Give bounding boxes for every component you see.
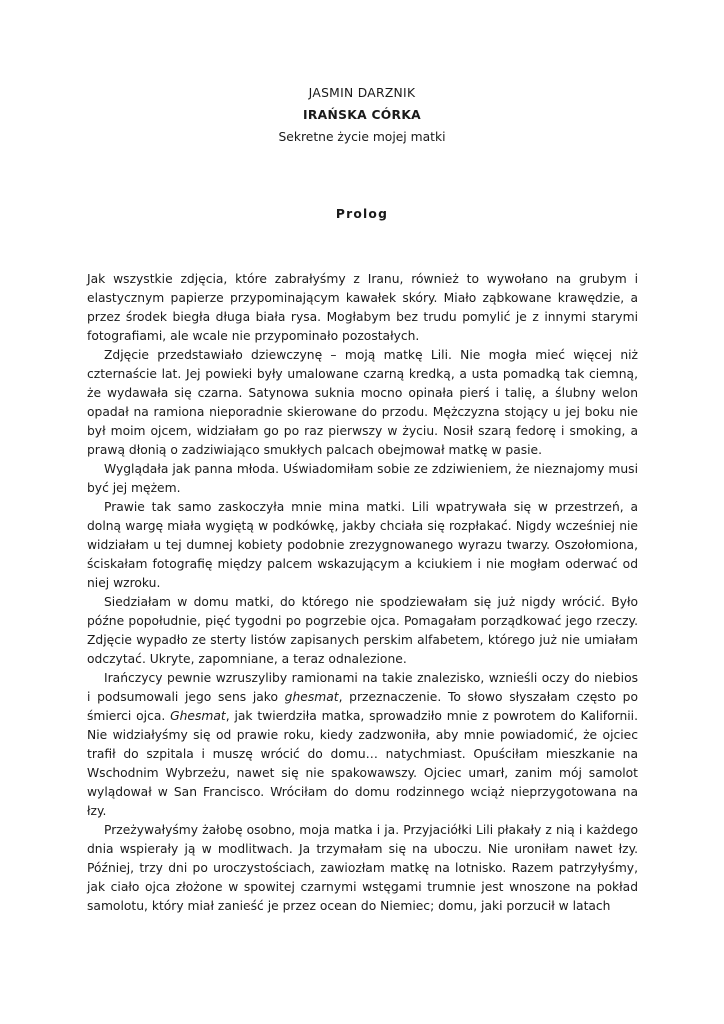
paragraph-text: Prawie tak samo zaskoczyła mnie mina matki. Lili wpatrywała się w przestrzeń, a dolną wargę miała wygiętą w podkówkę, jakby chciała się rozpłakać. Nigdy wcześniej nie widziałam u tej dumnej kobiety podobnie zrezygnowanego wyrazu twarzy. Oszołomiona, ściskałam fotografię między palcem wskazującym a kciukiem i nie mogłam oderwać od niej wzroku. <box>87 500 638 590</box>
paragraph <box>87 821 638 916</box>
paragraph-text: Irańczycy pewnie wzruszyliby ramionami na takie znalezisko, wznieśli oczy do niebios i podsumowali jego sens jako <box>87 671 638 704</box>
paragraph <box>87 593 638 669</box>
paragraph-text: Jak wszystkie zdjęcia, które zabrałyśmy z Iranu, również to wywołano na grubym i elastycznym papierze przypominającym kawałek skóry. Miało ząbkowane krawędzie, a przez środek biegła długa biała rysa. Mogłabym bez trudu pomylić je z innymi starymi fotografiami, ale wcale nie przypominało pozostałych. <box>87 272 638 343</box>
paragraph <box>87 270 638 346</box>
paragraph <box>87 460 638 498</box>
italic-term: ghesmat <box>284 690 339 704</box>
book-subtitle: Sekretne życie mojej matki <box>278 130 446 144</box>
paragraph-text: Siedziałam w domu matki, do którego nie spodziewałam się już nigdy wrócić. Było późne popołudnie, pięć tygodni po pogrzebie ojca. Pomagałam porządkować jego rzeczy. Zdjęcie wypadło ze sterty listów zapisanych perskim alfabetem, którego już nie umiałam odczytać. Ukryte, zapomniane, a teraz odnalezione. <box>87 595 638 666</box>
book-title: IRAŃSKA CÓRKA <box>303 108 421 122</box>
section-title: Prolog <box>335 207 389 221</box>
author-name: JASMIN DARZNIK <box>308 86 416 100</box>
paragraph-text: , jak twierdziła matka, sprowadziło mnie z powrotem do Kalifornii. Nie widziałyśmy się od prawie roku, kiedy zadzwoniła, aby mnie powiadomić, że ojciec trafił do szpitala i muszę wrócić do domu… natychmiast. Opuściłam mieszkanie na Wschodnim Wybrzeżu, nawet się nie spakowawszy. Ojciec umarł, zanim mój samolot wylądował w San Francisco. Wróciłam do domu rodzinnego wciąż nieprzygotowana na łzy. <box>87 709 638 818</box>
paragraph <box>87 669 638 821</box>
paragraph-text: Zdjęcie przedstawiało dziewczynę – moją matkę Lili. Nie mogła mieć więcej niż czternaście lat. Jej powieki były umalowane czarną kredką, a usta pomadką tak ciemną, że wydawała się czarna. Satynowa suknia mocno opinała pierś i talię, a ślubny welon opadał na ramiona nieporadnie skierowane do przodu. Mężczyzna stojący u jej boku nie był moim ojcem, widziałam go po raz pierwszy w życiu. Nosił szarą fedorę i smoking, a prawą dłonią o zadziwiająco smukłych palcach obejmował matkę w pasie. <box>87 348 638 457</box>
paragraph-text: , przeznaczenie. To słowo słyszałam często po śmierci ojca. <box>87 690 639 723</box>
paragraph-text: Przeżywałyśmy żałobę osobno, moja matka i ja. Przyjaciółki Lili płakały z nią i każdego dnia wspierały ją w modlitwach. Ja trzymałam się na uboczu. Nie uroniłam nawet łzy. Później, trzy dni po uroczystościach, zawiozłam matkę na lotnisko. Razem patrzyłyśmy, jak ciało ojca złożone w spowitej czarnymi wstęgami trumnie jest wnoszone na pokład samolotu, który miał zanieść je przez ocean do Niemiec; domu, jaki porzucił w latach <box>87 823 638 913</box>
paragraph-text: Wyglądała jak panna młoda. Uświadomiłam sobie ze zdziwieniem, że nieznajomy musi być jej mężem. <box>87 462 638 495</box>
paragraph <box>87 346 638 460</box>
body-text <box>87 270 638 916</box>
paragraph <box>87 498 638 593</box>
italic-term: Ghesmat <box>170 709 226 723</box>
